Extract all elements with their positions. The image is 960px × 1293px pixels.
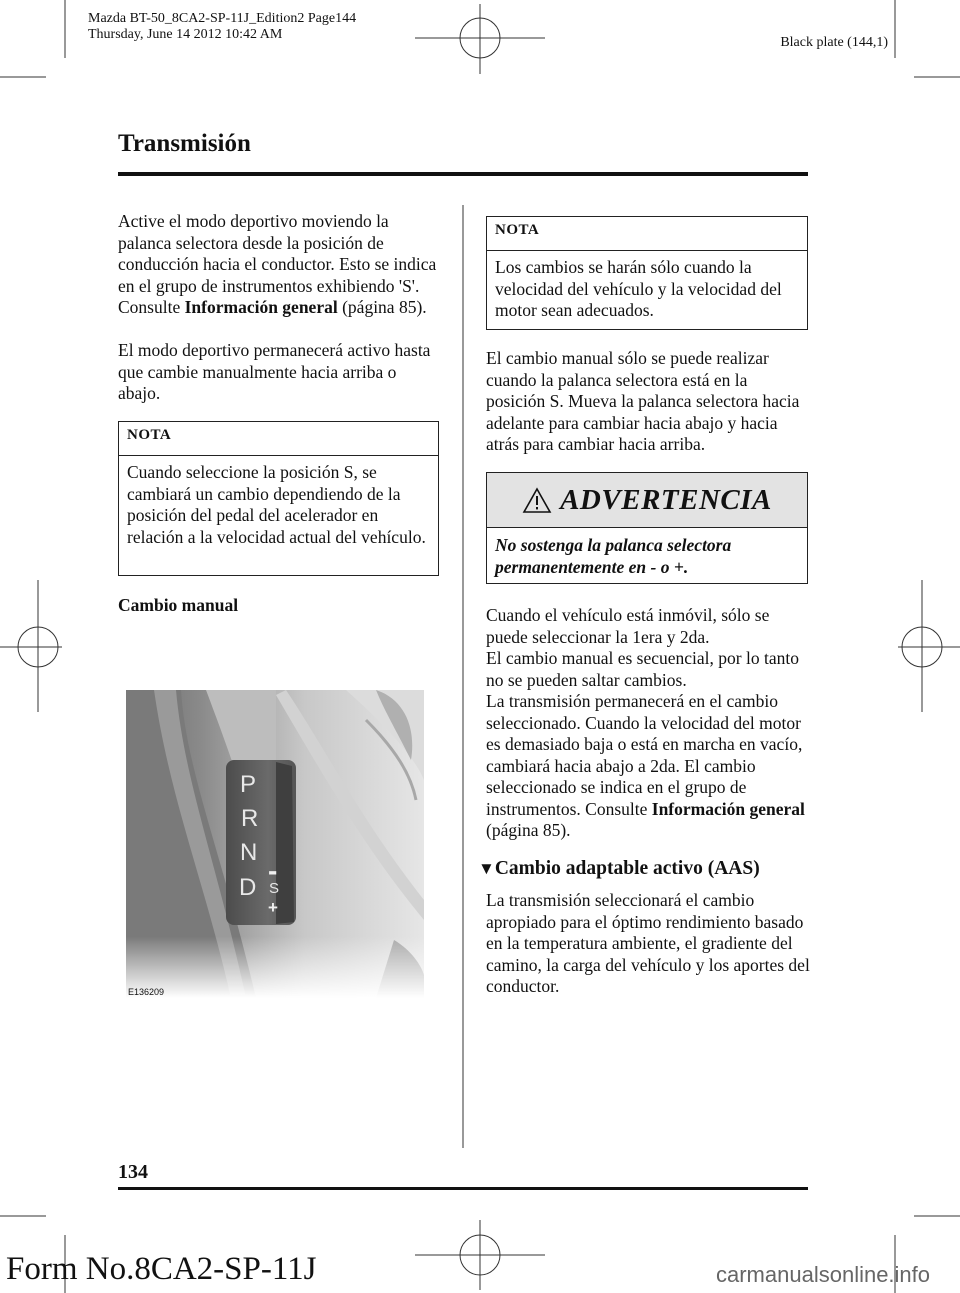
note-body: Cuando seleccione la posición S, se cambiará un cambio dependiendo de la posición del pedal del acelerador en relación a la velocidad actual del vehículo.: [127, 462, 426, 547]
note-box-left: [118, 421, 439, 576]
warning-body: No sostenga la palanca selectora permanentemente en - o +.: [495, 535, 732, 577]
subheading-cambio-manual: Cambio manual: [118, 595, 239, 615]
right-paragraph-3: El cambio manual es secuencial, por lo tanto no se pueden saltar cambios.: [486, 648, 799, 690]
print-header-line1: Mazda BT-50_8CA2-SP-11J_Edition2 Page144: [88, 11, 357, 26]
info-general-link-1[interactable]: Información general: [184, 297, 338, 317]
gear-selector-illustration: [126, 690, 424, 998]
footer-rule: [118, 1187, 808, 1190]
watermark: carmanualsonline.info: [716, 1262, 931, 1287]
warning-triangle-icon: [522, 487, 552, 514]
print-header-line2: Thursday, June 14 2012 10:42 AM: [88, 27, 283, 42]
warning-header: [487, 473, 807, 528]
print-header: [88, 11, 356, 43]
gear-selector-figure: [126, 690, 424, 998]
right-paragraph-1: El cambio manual sólo se puede realizar cuando la palanca selectora está en la posición S. Mueva la palanca selectora hacia adelante para cambiar hacia abajo y hacia atrás para cambiar hacia arriba.: [486, 348, 800, 454]
left-paragraph-1: Active el modo deportivo moviendo la palanca selectora desde la posición de conducción hacia el conductor. Esto se indica en el grupo de instrumentos exhibiendo 'S'. Consulte Información general (página 85).: [118, 211, 437, 317]
section-title: Transmisión: [118, 130, 251, 157]
plate-label: Black plate (144,1): [780, 35, 888, 50]
note-body: Los cambios se harán sólo cuando la velocidad del vehículo y la velocidad del motor sean adecuados.: [495, 257, 782, 320]
info-general-link-2[interactable]: Información general: [651, 798, 805, 819]
subheading-aas: ▼Cambio adaptable activo (AAS): [478, 858, 760, 879]
note-box-right: [486, 216, 808, 330]
right-paragraph-4: La transmisión permanecerá en el cambio seleccionado. Cuando la velocidad del motor es demasiado baja o está en marcha en vacío, cambiará hacia abajo a 2da. El cambio seleccionado se indica en el grupo de instrumentos. Consulte Información general (página 85).: [486, 691, 805, 840]
warning-box: [486, 472, 808, 584]
title-rule: [118, 172, 808, 176]
right-paragraph-5: La transmisión seleccionará el cambio apropiado para el óptimo rendimiento basado en la temperatura ambiente, el gradiente del camino, la carga del vehículo y los aportes del conductor.: [486, 890, 810, 996]
subheading-marker-icon: ▼: [478, 859, 495, 878]
figure-code: E136209: [128, 987, 165, 997]
warning-heading: ADVERTENCIA: [560, 483, 772, 516]
note-heading: NOTA: [119, 422, 438, 456]
right-paragraph-2: Cuando el vehículo está inmóvil, sólo se puede seleccionar la 1era y 2da.: [486, 605, 770, 647]
page-number: 134: [118, 1161, 148, 1183]
note-heading: NOTA: [487, 217, 807, 251]
form-number: Form No.8CA2-SP-11J: [6, 1251, 317, 1287]
left-paragraph-2: El modo deportivo permanecerá activo hasta que cambie manualmente hacia arriba o abajo.: [118, 340, 431, 403]
